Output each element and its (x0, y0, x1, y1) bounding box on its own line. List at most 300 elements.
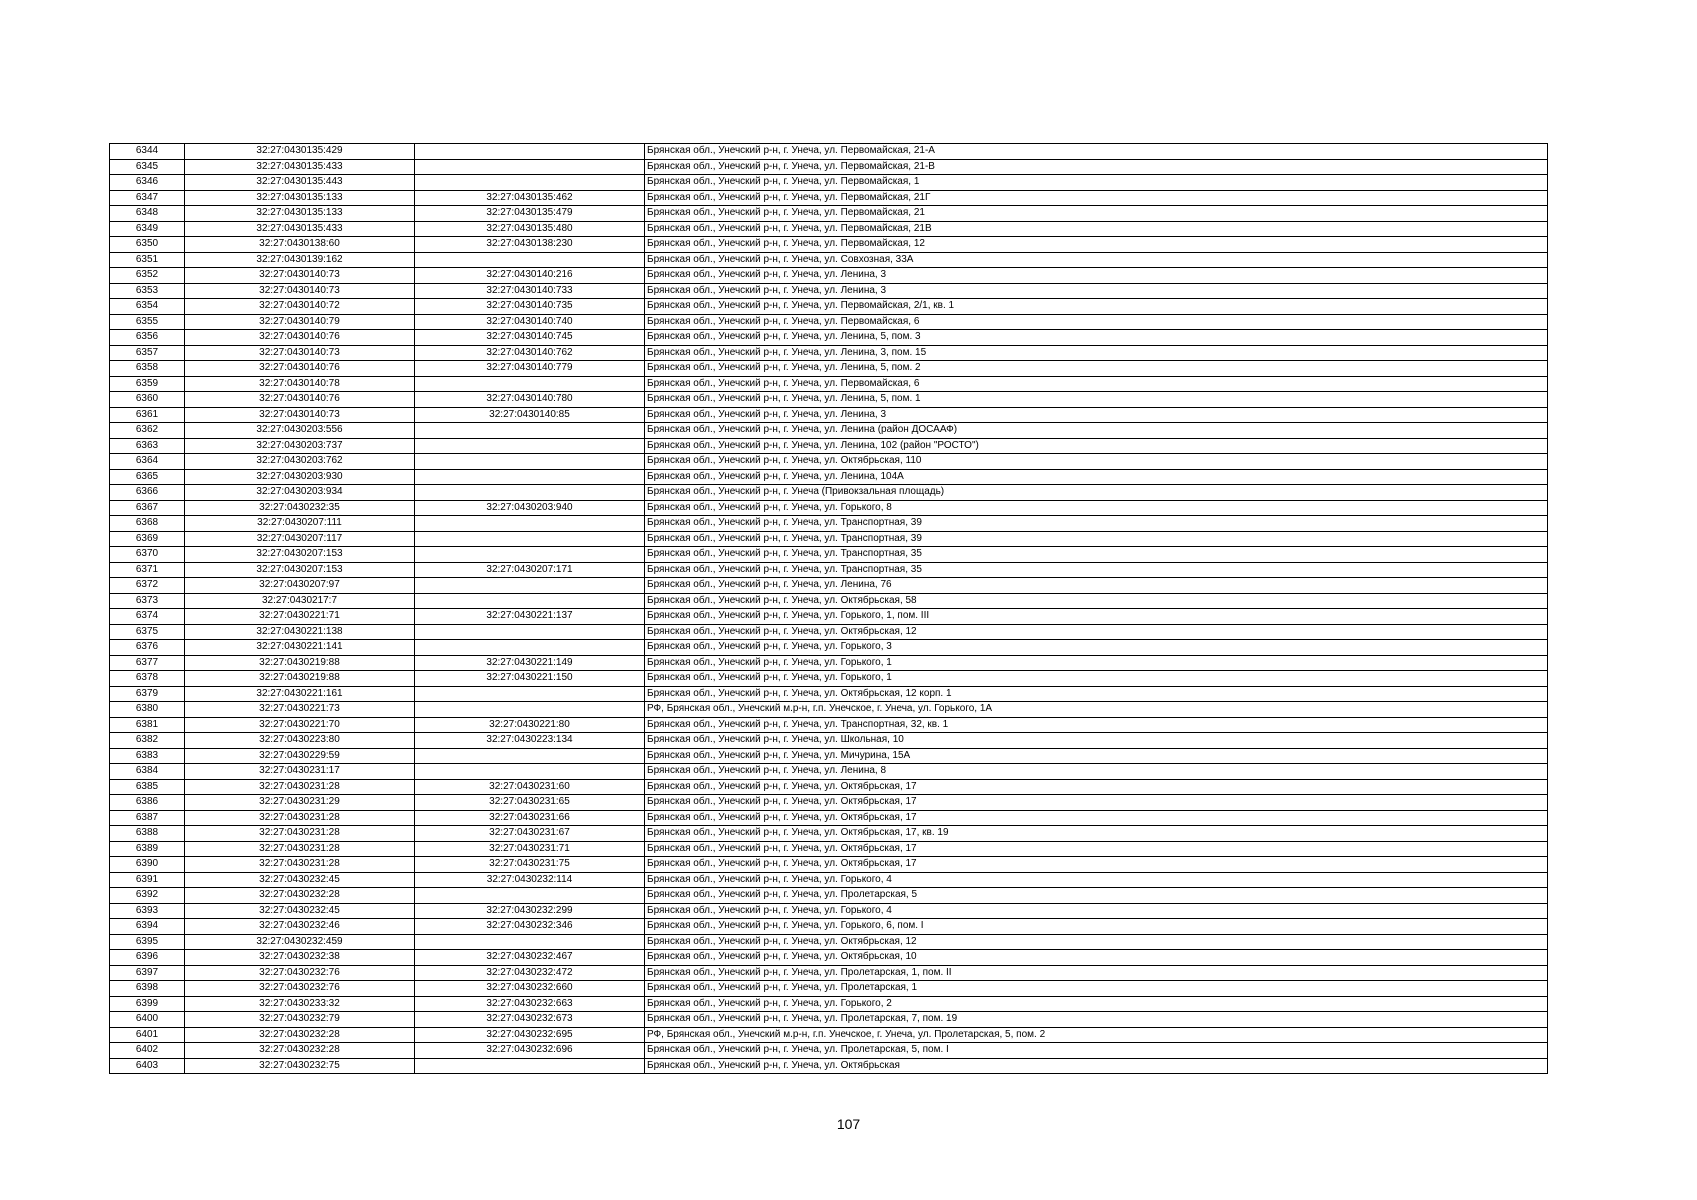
object-cadastral-number-cell (415, 516, 645, 532)
row-number-cell: 6387 (110, 810, 185, 826)
row-number-cell: 6385 (110, 779, 185, 795)
object-cadastral-number-cell: 32:27:0430135:480 (415, 221, 645, 237)
land-cadastral-number-cell: 32:27:0430135:429 (185, 144, 415, 160)
object-cadastral-number-cell: 32:27:0430232:695 (415, 1027, 645, 1043)
table-row (110, 981, 1548, 997)
land-cadastral-number-cell: 32:27:0430140:79 (185, 314, 415, 330)
object-cadastral-number-cell: 32:27:0430231:67 (415, 826, 645, 842)
row-number-cell: 6379 (110, 686, 185, 702)
row-number-cell: 6347 (110, 190, 185, 206)
land-cadastral-number-cell: 32:27:0430219:88 (185, 671, 415, 687)
address-cell: Брянская обл., Унечский р-н, г. Унеча, ул. Транспортная, 35 (645, 547, 1548, 563)
object-cadastral-number-cell: 32:27:0430140:745 (415, 330, 645, 346)
cadastral-table (109, 143, 1548, 1074)
land-cadastral-number-cell: 32:27:0430231:28 (185, 857, 415, 873)
table-row (110, 950, 1548, 966)
address-cell: Брянская обл., Унечский р-н, г. Унеча, ул. Горького, 1, пом. III (645, 609, 1548, 625)
row-number-cell: 6399 (110, 996, 185, 1012)
row-number-cell: 6357 (110, 345, 185, 361)
object-cadastral-number-cell (415, 624, 645, 640)
object-cadastral-number-cell: 32:27:0430232:299 (415, 903, 645, 919)
address-cell: Брянская обл., Унечский р-н, г. Унеча, ул. Ленина, 3 (645, 283, 1548, 299)
land-cadastral-number-cell: 32:27:0430140:73 (185, 268, 415, 284)
land-cadastral-number-cell: 32:27:0430232:75 (185, 1058, 415, 1074)
land-cadastral-number-cell: 32:27:0430138:60 (185, 237, 415, 253)
object-cadastral-number-cell: 32:27:0430221:149 (415, 655, 645, 671)
address-cell: РФ, Брянская обл., Унечский м.р-н, г.п. Унечское, г. Унеча, ул. Горького, 1А (645, 702, 1548, 718)
address-cell: Брянская обл., Унечский р-н, г. Унеча, ул. Горького, 4 (645, 872, 1548, 888)
table-row (110, 500, 1548, 516)
row-number-cell: 6400 (110, 1012, 185, 1028)
land-cadastral-number-cell: 32:27:0430217:7 (185, 593, 415, 609)
row-number-cell: 6350 (110, 237, 185, 253)
address-cell: Брянская обл., Унечский р-н, г. Унеча, ул. Ленина, 104А (645, 469, 1548, 485)
address-cell: Брянская обл., Унечский р-н, г. Унеча, ул. Октябрьская, 12 корп. 1 (645, 686, 1548, 702)
address-cell: Брянская обл., Унечский р-н, г. Унеча, ул. Ленина, 5, пом. 2 (645, 361, 1548, 377)
land-cadastral-number-cell: 32:27:0430207:153 (185, 562, 415, 578)
table-row (110, 857, 1548, 873)
table-row (110, 872, 1548, 888)
object-cadastral-number-cell: 32:27:0430140:779 (415, 361, 645, 377)
object-cadastral-number-cell: 32:27:0430223:134 (415, 733, 645, 749)
land-cadastral-number-cell: 32:27:0430232:28 (185, 888, 415, 904)
row-number-cell: 6354 (110, 299, 185, 315)
address-cell: Брянская обл., Унечский р-н, г. Унеча, ул. Первомайская, 2/1, кв. 1 (645, 299, 1548, 315)
object-cadastral-number-cell (415, 423, 645, 439)
land-cadastral-number-cell: 32:27:0430232:35 (185, 500, 415, 516)
object-cadastral-number-cell: 32:27:0430231:66 (415, 810, 645, 826)
land-cadastral-number-cell: 32:27:0430231:28 (185, 841, 415, 857)
land-cadastral-number-cell: 32:27:0430207:111 (185, 516, 415, 532)
land-cadastral-number-cell: 32:27:0430140:76 (185, 361, 415, 377)
address-cell: Брянская обл., Унечский р-н, г. Унеча, ул. Октябрьская, 17 (645, 857, 1548, 873)
table-row (110, 299, 1548, 315)
table-row (110, 578, 1548, 594)
address-cell: Брянская обл., Унечский р-н, г. Унеча, ул. Горького, 4 (645, 903, 1548, 919)
row-number-cell: 6358 (110, 361, 185, 377)
land-cadastral-number-cell: 32:27:0430139:162 (185, 252, 415, 268)
address-cell: Брянская обл., Унечский р-н, г. Унеча, ул. Транспортная, 35 (645, 562, 1548, 578)
land-cadastral-number-cell: 32:27:0430219:88 (185, 655, 415, 671)
row-number-cell: 6349 (110, 221, 185, 237)
row-number-cell: 6382 (110, 733, 185, 749)
object-cadastral-number-cell: 32:27:0430140:762 (415, 345, 645, 361)
table-row (110, 407, 1548, 423)
address-cell: Брянская обл., Унечский р-н, г. Унеча, ул. Октябрьская, 58 (645, 593, 1548, 609)
table-row (110, 1043, 1548, 1059)
address-cell: Брянская обл., Унечский р-н, г. Унеча, ул. Ленина, 3 (645, 407, 1548, 423)
table-row (110, 826, 1548, 842)
table-row (110, 810, 1548, 826)
row-number-cell: 6356 (110, 330, 185, 346)
row-number-cell: 6370 (110, 547, 185, 563)
object-cadastral-number-cell: 32:27:0430231:71 (415, 841, 645, 857)
row-number-cell: 6361 (110, 407, 185, 423)
object-cadastral-number-cell (415, 175, 645, 191)
land-cadastral-number-cell: 32:27:0430221:138 (185, 624, 415, 640)
address-cell: Брянская обл., Унечский р-н, г. Унеча, ул. Ленина, 5, пом. 1 (645, 392, 1548, 408)
land-cadastral-number-cell: 32:27:0430203:556 (185, 423, 415, 439)
table-row (110, 903, 1548, 919)
row-number-cell: 6353 (110, 283, 185, 299)
land-cadastral-number-cell: 32:27:0430140:73 (185, 345, 415, 361)
land-cadastral-number-cell: 32:27:0430140:78 (185, 376, 415, 392)
row-number-cell: 6346 (110, 175, 185, 191)
table-row (110, 671, 1548, 687)
object-cadastral-number-cell: 32:27:0430140:85 (415, 407, 645, 423)
address-cell: Брянская обл., Унечский р-н, г. Унеча, ул. Октябрьская, 110 (645, 454, 1548, 470)
land-cadastral-number-cell: 32:27:0430232:38 (185, 950, 415, 966)
land-cadastral-number-cell: 32:27:0430231:28 (185, 779, 415, 795)
address-cell: Брянская обл., Унечский р-н, г. Унеча, ул. Горького, 2 (645, 996, 1548, 1012)
table-row (110, 361, 1548, 377)
table-row (110, 748, 1548, 764)
land-cadastral-number-cell: 32:27:0430203:762 (185, 454, 415, 470)
row-number-cell: 6377 (110, 655, 185, 671)
row-number-cell: 6371 (110, 562, 185, 578)
object-cadastral-number-cell (415, 640, 645, 656)
table-row (110, 423, 1548, 439)
row-number-cell: 6351 (110, 252, 185, 268)
table-row (110, 237, 1548, 253)
table-row (110, 190, 1548, 206)
address-cell: Брянская обл., Унечский р-н, г. Унеча, ул. Первомайская, 6 (645, 314, 1548, 330)
address-cell: Брянская обл., Унечский р-н, г. Унеча, ул. Школьная, 10 (645, 733, 1548, 749)
land-cadastral-number-cell: 32:27:0430203:737 (185, 438, 415, 454)
document-table-container (109, 143, 1548, 1074)
address-cell: Брянская обл., Унечский р-н, г. Унеча, ул. Транспортная, 39 (645, 516, 1548, 532)
address-cell: Брянская обл., Унечский р-н, г. Унеча, ул. Ленина, 8 (645, 764, 1548, 780)
land-cadastral-number-cell: 32:27:0430207:97 (185, 578, 415, 594)
object-cadastral-number-cell: 32:27:0430203:940 (415, 500, 645, 516)
table-row (110, 469, 1548, 485)
object-cadastral-number-cell (415, 531, 645, 547)
land-cadastral-number-cell: 32:27:0430135:433 (185, 221, 415, 237)
address-cell: Брянская обл., Унечский р-н, г. Унеча, ул. Пролетарская, 1, пом. II (645, 965, 1548, 981)
object-cadastral-number-cell (415, 159, 645, 175)
row-number-cell: 6374 (110, 609, 185, 625)
address-cell: Брянская обл., Унечский р-н, г. Унеча, ул. Пролетарская, 7, пом. 19 (645, 1012, 1548, 1028)
address-cell: РФ, Брянская обл., Унечский м.р-н, г.п. Унечское, г. Унеча, ул. Пролетарская, 5, пом. 2 (645, 1027, 1548, 1043)
table-row (110, 562, 1548, 578)
row-number-cell: 6359 (110, 376, 185, 392)
address-cell: Брянская обл., Унечский р-н, г. Унеча, ул. Пролетарская, 1 (645, 981, 1548, 997)
object-cadastral-number-cell (415, 578, 645, 594)
land-cadastral-number-cell: 32:27:0430135:133 (185, 206, 415, 222)
object-cadastral-number-cell: 32:27:0430135:462 (415, 190, 645, 206)
address-cell: Брянская обл., Унечский р-н, г. Унеча, ул. Октябрьская, 17 (645, 810, 1548, 826)
row-number-cell: 6362 (110, 423, 185, 439)
land-cadastral-number-cell: 32:27:0430140:76 (185, 330, 415, 346)
address-cell: Брянская обл., Унечский р-н, г. Унеча, ул. Пролетарская, 5 (645, 888, 1548, 904)
address-cell: Брянская обл., Унечский р-н, г. Унеча, ул. Мичурина, 15А (645, 748, 1548, 764)
table-row (110, 624, 1548, 640)
table-row (110, 1012, 1548, 1028)
table-row (110, 965, 1548, 981)
row-number-cell: 6363 (110, 438, 185, 454)
address-cell: Брянская обл., Унечский р-н, г. Унеча, ул. Горького, 1 (645, 671, 1548, 687)
row-number-cell: 6395 (110, 934, 185, 950)
land-cadastral-number-cell: 32:27:0430233:32 (185, 996, 415, 1012)
address-cell: Брянская обл., Унечский р-н, г. Унеча, ул. Октябрьская, 10 (645, 950, 1548, 966)
table-row (110, 919, 1548, 935)
table-row (110, 206, 1548, 222)
table-row (110, 376, 1548, 392)
object-cadastral-number-cell (415, 438, 645, 454)
object-cadastral-number-cell: 32:27:0430232:114 (415, 872, 645, 888)
table-row (110, 159, 1548, 175)
row-number-cell: 6373 (110, 593, 185, 609)
address-cell: Брянская обл., Унечский р-н, г. Унеча, ул. Октябрьская (645, 1058, 1548, 1074)
land-cadastral-number-cell: 32:27:0430232:76 (185, 981, 415, 997)
address-cell: Брянская обл., Унечский р-н, г. Унеча, ул. Первомайская, 6 (645, 376, 1548, 392)
object-cadastral-number-cell (415, 144, 645, 160)
land-cadastral-number-cell: 32:27:0430231:28 (185, 810, 415, 826)
land-cadastral-number-cell: 32:27:0430140:73 (185, 283, 415, 299)
address-cell: Брянская обл., Унечский р-н, г. Унеча, ул. Октябрьская, 12 (645, 934, 1548, 950)
land-cadastral-number-cell: 32:27:0430229:59 (185, 748, 415, 764)
object-cadastral-number-cell (415, 686, 645, 702)
address-cell: Брянская обл., Унечский р-н, г. Унеча, ул. Горького, 6, пом. I (645, 919, 1548, 935)
page-number: 107 (836, 1116, 861, 1132)
address-cell: Брянская обл., Унечский р-н, г. Унеча, ул. Первомайская, 21-А (645, 144, 1548, 160)
table-row (110, 764, 1548, 780)
object-cadastral-number-cell (415, 593, 645, 609)
address-cell: Брянская обл., Унечский р-н, г. Унеча, ул. Октябрьская, 17 (645, 795, 1548, 811)
address-cell: Брянская обл., Унечский р-н, г. Унеча, ул. Первомайская, 21 (645, 206, 1548, 222)
row-number-cell: 6372 (110, 578, 185, 594)
object-cadastral-number-cell (415, 764, 645, 780)
object-cadastral-number-cell: 32:27:0430135:479 (415, 206, 645, 222)
address-cell: Брянская обл., Унечский р-н, г. Унеча, ул. Ленина, 3, пом. 15 (645, 345, 1548, 361)
address-cell: Брянская обл., Унечский р-н, г. Унеча, ул. Горького, 3 (645, 640, 1548, 656)
address-cell: Брянская обл., Унечский р-н, г. Унеча, ул. Октябрьская, 17 (645, 779, 1548, 795)
land-cadastral-number-cell: 32:27:0430203:930 (185, 469, 415, 485)
address-cell: Брянская обл., Унечский р-н, г. Унеча, ул. Первомайская, 21-В (645, 159, 1548, 175)
row-number-cell: 6383 (110, 748, 185, 764)
land-cadastral-number-cell: 32:27:0430221:73 (185, 702, 415, 718)
table-row (110, 314, 1548, 330)
object-cadastral-number-cell (415, 748, 645, 764)
land-cadastral-number-cell: 32:27:0430232:79 (185, 1012, 415, 1028)
object-cadastral-number-cell: 32:27:0430232:663 (415, 996, 645, 1012)
land-cadastral-number-cell: 32:27:0430140:76 (185, 392, 415, 408)
row-number-cell: 6378 (110, 671, 185, 687)
address-cell: Брянская обл., Унечский р-н, г. Унеча, ул. Ленина, 5, пом. 3 (645, 330, 1548, 346)
object-cadastral-number-cell: 32:27:0430221:80 (415, 717, 645, 733)
table-row (110, 531, 1548, 547)
table-row (110, 593, 1548, 609)
table-row (110, 841, 1548, 857)
table-row (110, 733, 1548, 749)
land-cadastral-number-cell: 32:27:0430221:71 (185, 609, 415, 625)
table-row (110, 485, 1548, 501)
land-cadastral-number-cell: 32:27:0430231:17 (185, 764, 415, 780)
row-number-cell: 6345 (110, 159, 185, 175)
object-cadastral-number-cell: 32:27:0430221:137 (415, 609, 645, 625)
object-cadastral-number-cell: 32:27:0430231:75 (415, 857, 645, 873)
address-cell: Брянская обл., Унечский р-н, г. Унеча (Привокзальная площадь) (645, 485, 1548, 501)
object-cadastral-number-cell (415, 469, 645, 485)
row-number-cell: 6390 (110, 857, 185, 873)
row-number-cell: 6380 (110, 702, 185, 718)
land-cadastral-number-cell: 32:27:0430221:70 (185, 717, 415, 733)
table-row (110, 438, 1548, 454)
table-row (110, 221, 1548, 237)
row-number-cell: 6348 (110, 206, 185, 222)
object-cadastral-number-cell: 32:27:0430232:696 (415, 1043, 645, 1059)
land-cadastral-number-cell: 32:27:0430135:433 (185, 159, 415, 175)
land-cadastral-number-cell: 32:27:0430232:28 (185, 1043, 415, 1059)
land-cadastral-number-cell: 32:27:0430232:45 (185, 903, 415, 919)
land-cadastral-number-cell: 32:27:0430221:141 (185, 640, 415, 656)
row-number-cell: 6366 (110, 485, 185, 501)
table-row (110, 454, 1548, 470)
table-row (110, 547, 1548, 563)
table-row (110, 640, 1548, 656)
row-number-cell: 6365 (110, 469, 185, 485)
object-cadastral-number-cell: 32:27:0430231:65 (415, 795, 645, 811)
row-number-cell: 6368 (110, 516, 185, 532)
object-cadastral-number-cell (415, 547, 645, 563)
table-row (110, 345, 1548, 361)
address-cell: Брянская обл., Унечский р-н, г. Унеча, ул. Пролетарская, 5, пом. I (645, 1043, 1548, 1059)
address-cell: Брянская обл., Унечский р-н, г. Унеча, ул. Ленина, 76 (645, 578, 1548, 594)
row-number-cell: 6396 (110, 950, 185, 966)
land-cadastral-number-cell: 32:27:0430232:76 (185, 965, 415, 981)
object-cadastral-number-cell: 32:27:0430232:467 (415, 950, 645, 966)
address-cell: Брянская обл., Унечский р-н, г. Унеча, ул. Ленина (район ДОСААФ) (645, 423, 1548, 439)
row-number-cell: 6401 (110, 1027, 185, 1043)
land-cadastral-number-cell: 32:27:0430232:28 (185, 1027, 415, 1043)
address-cell: Брянская обл., Унечский р-н, г. Унеча, ул. Первомайская, 1 (645, 175, 1548, 191)
address-cell: Брянская обл., Унечский р-н, г. Унеча, ул. Совхозная, 33А (645, 252, 1548, 268)
address-cell: Брянская обл., Унечский р-н, г. Унеча, ул. Первомайская, 12 (645, 237, 1548, 253)
address-cell: Брянская обл., Унечский р-н, г. Унеча, ул. Октябрьская, 17 (645, 841, 1548, 857)
row-number-cell: 6355 (110, 314, 185, 330)
row-number-cell: 6369 (110, 531, 185, 547)
row-number-cell: 6386 (110, 795, 185, 811)
object-cadastral-number-cell: 32:27:0430221:150 (415, 671, 645, 687)
table-row (110, 655, 1548, 671)
object-cadastral-number-cell: 32:27:0430232:472 (415, 965, 645, 981)
address-cell: Брянская обл., Унечский р-н, г. Унеча, ул. Горького, 1 (645, 655, 1548, 671)
object-cadastral-number-cell: 32:27:0430140:733 (415, 283, 645, 299)
address-cell: Брянская обл., Унечский р-н, г. Унеча, ул. Первомайская, 21В (645, 221, 1548, 237)
table-row (110, 717, 1548, 733)
table-row (110, 609, 1548, 625)
object-cadastral-number-cell: 32:27:0430207:171 (415, 562, 645, 578)
row-number-cell: 6360 (110, 392, 185, 408)
object-cadastral-number-cell (415, 1058, 645, 1074)
table-row (110, 516, 1548, 532)
object-cadastral-number-cell: 32:27:0430140:216 (415, 268, 645, 284)
row-number-cell: 6375 (110, 624, 185, 640)
row-number-cell: 6364 (110, 454, 185, 470)
table-row (110, 175, 1548, 191)
row-number-cell: 6397 (110, 965, 185, 981)
table-row (110, 686, 1548, 702)
land-cadastral-number-cell: 32:27:0430231:28 (185, 826, 415, 842)
land-cadastral-number-cell: 32:27:0430140:73 (185, 407, 415, 423)
object-cadastral-number-cell (415, 376, 645, 392)
land-cadastral-number-cell: 32:27:0430232:45 (185, 872, 415, 888)
land-cadastral-number-cell: 32:27:0430140:72 (185, 299, 415, 315)
row-number-cell: 6367 (110, 500, 185, 516)
table-row (110, 268, 1548, 284)
object-cadastral-number-cell (415, 454, 645, 470)
row-number-cell: 6393 (110, 903, 185, 919)
row-number-cell: 6398 (110, 981, 185, 997)
object-cadastral-number-cell: 32:27:0430232:660 (415, 981, 645, 997)
table-row (110, 330, 1548, 346)
table-row (110, 144, 1548, 160)
row-number-cell: 6391 (110, 872, 185, 888)
land-cadastral-number-cell: 32:27:0430207:117 (185, 531, 415, 547)
object-cadastral-number-cell: 32:27:0430140:740 (415, 314, 645, 330)
object-cadastral-number-cell: 32:27:0430138:230 (415, 237, 645, 253)
row-number-cell: 6352 (110, 268, 185, 284)
object-cadastral-number-cell (415, 888, 645, 904)
land-cadastral-number-cell: 32:27:0430135:443 (185, 175, 415, 191)
row-number-cell: 6403 (110, 1058, 185, 1074)
land-cadastral-number-cell: 32:27:0430203:934 (185, 485, 415, 501)
object-cadastral-number-cell (415, 702, 645, 718)
object-cadastral-number-cell: 32:27:0430231:60 (415, 779, 645, 795)
land-cadastral-number-cell: 32:27:0430221:161 (185, 686, 415, 702)
land-cadastral-number-cell: 32:27:0430232:46 (185, 919, 415, 935)
address-cell: Брянская обл., Унечский р-н, г. Унеча, ул. Ленина, 3 (645, 268, 1548, 284)
land-cadastral-number-cell: 32:27:0430207:153 (185, 547, 415, 563)
address-cell: Брянская обл., Унечский р-н, г. Унеча, ул. Горького, 8 (645, 500, 1548, 516)
row-number-cell: 6381 (110, 717, 185, 733)
row-number-cell: 6394 (110, 919, 185, 935)
object-cadastral-number-cell (415, 934, 645, 950)
address-cell: Брянская обл., Унечский р-н, г. Унеча, ул. Транспортная, 39 (645, 531, 1548, 547)
address-cell: Брянская обл., Унечский р-н, г. Унеча, ул. Ленина, 102 (район "РОСТО") (645, 438, 1548, 454)
table-row (110, 795, 1548, 811)
address-cell: Брянская обл., Унечский р-н, г. Унеча, ул. Октябрьская, 17, кв. 19 (645, 826, 1548, 842)
land-cadastral-number-cell: 32:27:0430135:133 (185, 190, 415, 206)
object-cadastral-number-cell: 32:27:0430232:673 (415, 1012, 645, 1028)
table-row (110, 1058, 1548, 1074)
row-number-cell: 6388 (110, 826, 185, 842)
table-row (110, 702, 1548, 718)
row-number-cell: 6344 (110, 144, 185, 160)
object-cadastral-number-cell (415, 485, 645, 501)
object-cadastral-number-cell: 32:27:0430232:346 (415, 919, 645, 935)
object-cadastral-number-cell: 32:27:0430140:735 (415, 299, 645, 315)
table-row (110, 1027, 1548, 1043)
table-row (110, 934, 1548, 950)
object-cadastral-number-cell (415, 252, 645, 268)
table-row (110, 252, 1548, 268)
table-row (110, 779, 1548, 795)
table-row (110, 996, 1548, 1012)
row-number-cell: 6389 (110, 841, 185, 857)
address-cell: Брянская обл., Унечский р-н, г. Унеча, ул. Октябрьская, 12 (645, 624, 1548, 640)
table-body (110, 144, 1548, 1074)
object-cadastral-number-cell: 32:27:0430140:780 (415, 392, 645, 408)
land-cadastral-number-cell: 32:27:0430223:80 (185, 733, 415, 749)
row-number-cell: 6376 (110, 640, 185, 656)
row-number-cell: 6392 (110, 888, 185, 904)
row-number-cell: 6384 (110, 764, 185, 780)
table-row (110, 283, 1548, 299)
address-cell: Брянская обл., Унечский р-н, г. Унеча, ул. Транспортная, 32, кв. 1 (645, 717, 1548, 733)
table-row (110, 888, 1548, 904)
row-number-cell: 6402 (110, 1043, 185, 1059)
